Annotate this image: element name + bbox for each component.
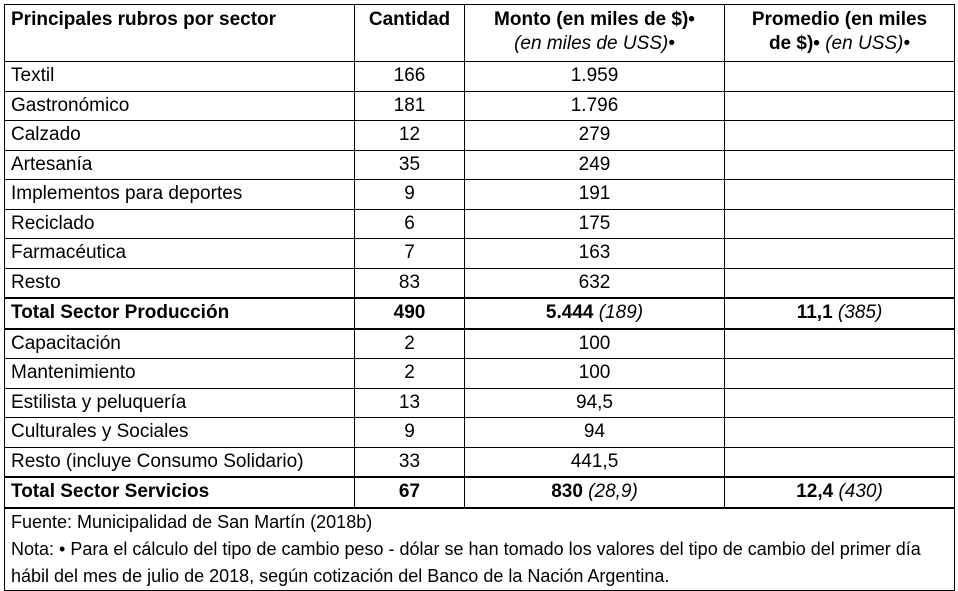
sector-table	[4, 4, 955, 591]
table-row	[5, 121, 955, 151]
table-row	[5, 418, 955, 448]
table-row	[5, 268, 955, 298]
cantidad-cell: 9	[355, 180, 465, 210]
cantidad-cell: 6	[355, 209, 465, 239]
promedio-cell	[725, 418, 955, 448]
table-row	[5, 209, 955, 239]
monto-cell: 94,5	[465, 388, 725, 418]
monto-cell: 175	[465, 209, 725, 239]
total-cantidad: 490	[355, 298, 465, 329]
monto-cell: 1.796	[465, 91, 725, 121]
promedio-cell	[725, 359, 955, 389]
rubro-cell: Implementos para deportes	[5, 180, 355, 210]
promedio-cell	[725, 180, 955, 210]
monto-cell: 94	[465, 418, 725, 448]
footer-note-cell	[5, 508, 955, 591]
promedio-cell	[725, 268, 955, 298]
rubro-cell: Calzado	[5, 121, 355, 151]
promedio-cell	[725, 388, 955, 418]
table-row	[5, 239, 955, 269]
promedio-cell	[725, 150, 955, 180]
header-promedio	[725, 5, 955, 62]
table-row	[5, 91, 955, 121]
footer-row	[5, 508, 955, 591]
promedio-cell	[725, 209, 955, 239]
monto-cell: 249	[465, 150, 725, 180]
cantidad-cell: 35	[355, 150, 465, 180]
header-monto	[465, 5, 725, 62]
total-promedio-value: 12,4	[796, 481, 834, 502]
header-monto-bold: Monto (en miles de $)•	[494, 9, 695, 30]
cantidad-cell: 12	[355, 121, 465, 151]
cantidad-cell: 7	[355, 239, 465, 269]
total-monto-value: 5.444	[545, 302, 594, 323]
total-promedio	[725, 477, 955, 508]
total-monto	[465, 477, 725, 508]
cantidad-cell: 9	[355, 418, 465, 448]
rubro-cell: Capacitación	[5, 329, 355, 359]
rubro-cell: Mantenimiento	[5, 359, 355, 389]
monto-cell: 163	[465, 239, 725, 269]
total-monto-value: 830	[551, 481, 583, 502]
cantidad-cell: 2	[355, 359, 465, 389]
cantidad-cell: 166	[355, 62, 465, 92]
rubro-cell: Textil	[5, 62, 355, 92]
note-text: Nota: • Para el cálculo del tipo de cambio peso - dólar se han tomado los valores del tipo de cambio del primer día hábil del mes de julio de 2018, según cotización del Banco de la Nación Argentina.	[11, 538, 921, 586]
total-label: Total Sector Servicios	[5, 477, 355, 508]
promedio-cell	[725, 91, 955, 121]
table-row	[5, 180, 955, 210]
monto-cell: 100	[465, 329, 725, 359]
header-promedio-bold-a: Promedio (en miles	[751, 9, 928, 30]
header-promedio-bold-b: de $)•	[768, 33, 820, 54]
cantidad-cell: 33	[355, 447, 465, 477]
promedio-cell	[725, 329, 955, 359]
total-promedio-value: 11,1	[796, 302, 833, 323]
table-row	[5, 329, 955, 359]
total-monto-usd: (28,9)	[588, 481, 638, 502]
rubro-cell: Resto	[5, 268, 355, 298]
rubro-cell: Estilista y peluquería	[5, 388, 355, 418]
table-row	[5, 359, 955, 389]
rubro-cell: Artesanía	[5, 150, 355, 180]
header-monto-italic: (en miles de USS)•	[514, 33, 675, 54]
cantidad-cell: 13	[355, 388, 465, 418]
monto-cell: 1.959	[465, 62, 725, 92]
source-text: Fuente: Municipalidad de San Martín (2018b)	[11, 511, 373, 532]
table-row	[5, 150, 955, 180]
header-row	[5, 5, 955, 62]
cantidad-cell: 181	[355, 91, 465, 121]
total-monto-usd: (189)	[598, 302, 644, 323]
header-cantidad: Cantidad	[355, 5, 465, 62]
promedio-cell	[725, 121, 955, 151]
monto-cell: 441,5	[465, 447, 725, 477]
total-monto	[465, 298, 725, 329]
promedio-cell	[725, 239, 955, 269]
table-row	[5, 388, 955, 418]
rubro-cell: Culturales y Sociales	[5, 418, 355, 448]
total-label: Total Sector Producción	[5, 298, 355, 329]
rubro-cell: Farmacéutica	[5, 239, 355, 269]
rubro-cell: Resto (incluye Consumo Solidario)	[5, 447, 355, 477]
header-promedio-italic: (en USS)•	[825, 33, 911, 54]
promedio-cell	[725, 447, 955, 477]
monto-cell: 191	[465, 180, 725, 210]
header-rubros: Principales rubros por sector	[5, 5, 355, 62]
cantidad-cell: 83	[355, 268, 465, 298]
cantidad-cell: 2	[355, 329, 465, 359]
total-production-row	[5, 298, 955, 329]
monto-cell: 632	[465, 268, 725, 298]
table-row	[5, 62, 955, 92]
total-services-row	[5, 477, 955, 508]
monto-cell: 279	[465, 121, 725, 151]
total-promedio	[725, 298, 955, 329]
table-row	[5, 447, 955, 477]
table-container	[4, 4, 954, 591]
total-promedio-usd: (430)	[838, 481, 883, 502]
total-cantidad: 67	[355, 477, 465, 508]
monto-cell: 100	[465, 359, 725, 389]
total-promedio-usd: (385)	[837, 302, 883, 323]
rubro-cell: Reciclado	[5, 209, 355, 239]
promedio-cell	[725, 62, 955, 92]
rubro-cell: Gastronómico	[5, 91, 355, 121]
